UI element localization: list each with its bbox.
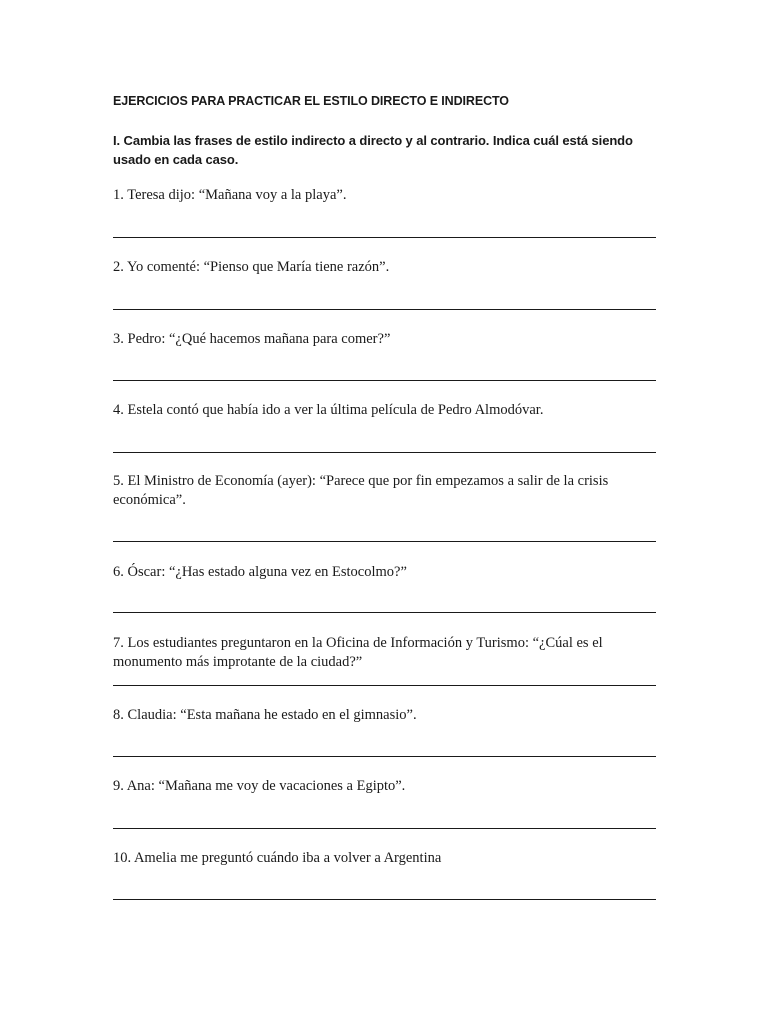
- answer-line-8: [113, 756, 656, 757]
- exercise-item-1: 1. Teresa dijo: “Mañana voy a la playa”.: [113, 187, 347, 203]
- exercise-item-3: 3. Pedro: “¿Qué hacemos mañana para comer?”: [113, 331, 391, 347]
- exercise-item-10: 10. Amelia me preguntó cuándo iba a volver a Argentina: [113, 850, 442, 866]
- answer-line-5: [113, 541, 656, 542]
- answer-line-1: [113, 237, 656, 238]
- exercise-item-6: 6. Óscar: “¿Has estado alguna vez en Estocolmo?”: [113, 564, 407, 580]
- exercise-item-2: 2. Yo comenté: “Pienso que María tiene razón”.: [113, 259, 390, 275]
- answer-line-9: [113, 828, 656, 829]
- exercise-item-4: 4. Estela contó que había ido a ver la última película de Pedro Almodóvar.: [113, 402, 544, 418]
- answer-line-10: [113, 899, 656, 900]
- answer-line-2: [113, 309, 656, 310]
- exercise-instruction: I. Cambia las frases de estilo indirecto a directo y al contrario. Indica cuál está siendo usado en cada caso.: [113, 133, 633, 167]
- exercise-item-8: 8. Claudia: “Esta mañana he estado en el gimnasio”.: [113, 707, 417, 723]
- exercise-item-7: 7. Los estudiantes preguntaron en la Oficina de Información y Turismo: “¿Cúal es el monumento más improtante de la ciudad?”: [113, 635, 603, 670]
- answer-line-3: [113, 380, 656, 381]
- worksheet-title: EJERCICIOS PARA PRACTICAR EL ESTILO DIRECTO E INDIRECTO: [113, 94, 509, 108]
- answer-line-4: [113, 452, 656, 453]
- answer-line-7: [113, 685, 656, 686]
- exercise-item-5: 5. El Ministro de Economía (ayer): “Parece que por fin empezamos a salir de la crisis económica”.: [113, 473, 609, 508]
- exercise-item-9: 9. Ana: “Mañana me voy de vacaciones a Egipto”.: [113, 778, 406, 794]
- answer-line-6: [113, 612, 656, 613]
